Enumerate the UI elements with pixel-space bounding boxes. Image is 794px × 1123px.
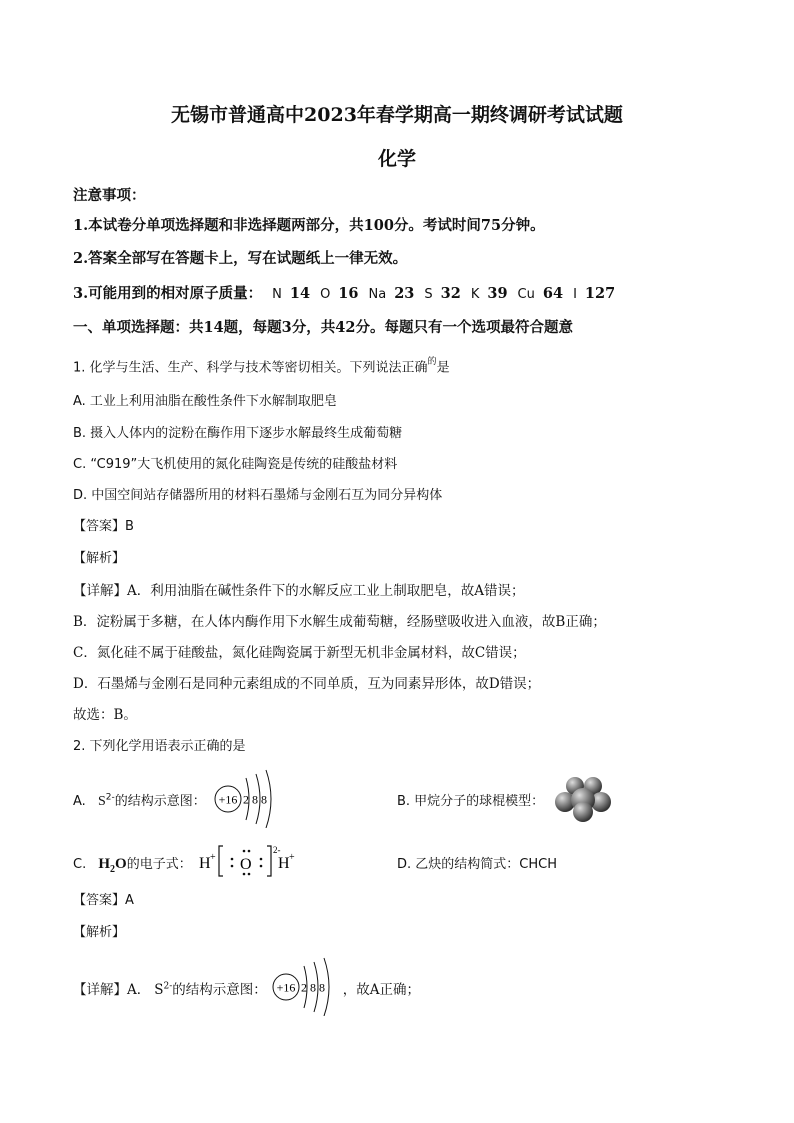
left-bracket [219,846,223,876]
nucleus-label: +16 [276,980,296,995]
water-formula-o: O [115,856,127,872]
q1-stem-text: 1. 化学与生活、生产、科学与技术等密切相关。下列说法正确 [73,360,428,376]
q2-answer: 【答案】A [73,893,134,908]
ion-h-right-charge: + [289,852,295,863]
q1-stem [73,356,450,375]
sulfide-ion-structure-diagram [212,766,292,828]
q2-detail-charge: 2- [163,981,173,992]
q1-analysis: 【解析】 [73,551,126,566]
q2-option-c [73,853,192,875]
electron-dot [231,865,234,868]
water-formula [98,856,127,875]
q1-option-a: A. 工业上利用油脂在酸性条件下水解制取肥皂 [73,394,337,409]
atomic-mass-value: 127 [584,285,616,302]
q1-stem-de: 的 [427,357,437,367]
shell-electron-counts: 2 8 8 [301,980,325,995]
atomic-mass-value: 23 [394,285,415,302]
water-formula-h: H [98,856,111,872]
electron-dot [260,865,263,868]
section-heading: 一、单项选择题：共14题，每题3分，共42分。每题只有一个选项最符合题意 [73,319,573,336]
q1-option-d: D. 中国空间站存储器所用的材料石墨烯与金刚石互为同分异构体 [73,488,443,503]
q2-option-a-text: 的结构示意图： [114,794,206,809]
q2-detail-ion: S [154,982,164,998]
q2-detail-text: 的结构示意图： [172,982,267,998]
q2-option-a-charge: 2- [105,792,115,803]
element-symbol: K [470,287,480,302]
ion-h-left-charge: + [210,852,216,863]
electron-dot [260,858,263,861]
q1-detail-4: D．石墨烯与金刚石是同种元素组成的不同单质，互为同素异形体，故D错误； [73,676,541,692]
q1-option-c: C. “C919”大飞机使用的氮化硅陶瓷是传统的硅酸盐材料 [73,457,398,472]
q1-stem-end: 是 [436,360,450,376]
shell-electron-counts: 2 8 8 [243,792,267,807]
q1-answer: 【答案】B [73,519,134,534]
q2-detail [73,978,420,998]
ion-h-right: H [278,855,290,872]
electron-dot [243,873,246,876]
element-symbol: Cu [517,287,535,302]
element-symbol: N [272,287,282,302]
q2-option-c-prefix: C. [73,857,87,872]
atomic-mass-value: 14 [289,285,311,302]
q2-option-a-ion: S [97,794,106,809]
ion-o-charge: 2- [273,845,281,855]
ion-h-left: H [199,855,211,872]
q1-detail-2: B．淀粉属于多糖，在人体内酶作用下水解生成葡萄糖，经肠壁吸收进入血液，故B正确； [73,614,606,630]
q2-stem: 2. 下列化学用语表示正确的是 [73,739,246,754]
notes-heading: 注意事项： [73,187,146,204]
q1-detail-3: C．氮化硅不属于硅酸盐，氮化硅陶瓷属于新型无机非金属材料，故C错误； [73,645,526,661]
q2-option-c-text: 的电子式： [126,857,192,872]
ion-o: O [240,856,252,873]
atomic-masses-line [73,282,615,303]
atomic-mass-value: 39 [487,285,508,302]
q2-option-d: D. 乙炔的结构简式：CHCH [397,857,557,872]
note-item-2: 2.答案全部写在答题卡上，写在试题纸上一律无效。 [73,250,408,267]
sulfide-ion-structure-diagram-detail [270,954,350,1016]
exam-title: 无锡市普通高中2023年春学期高一期终调研考试试题 [171,104,623,126]
q1-option-b: B. 摄入人体内的淀粉在酶作用下逐步水解最终生成葡萄糖 [73,426,403,441]
q1-detail-1: 【详解】A．利用油脂在碱性条件下的水解反应工业上制取肥皂，故A错误； [73,583,525,599]
right-bracket [267,846,271,876]
q2-option-a-prefix: A. [73,794,86,809]
methane-ball-stick-model [553,772,615,824]
atomic-mass-value: 32 [440,285,461,302]
element-symbol: S [424,287,433,302]
q2-detail-prefix: 【详解】A． [73,982,151,998]
note-item-1: 1.本试卷分单项选择题和非选择题两部分，共100分。考试时间75分钟。 [73,217,545,234]
atomic-masses-list [262,285,615,302]
atomic-mass-value: 16 [338,285,359,302]
q2-option-a [73,790,206,810]
atomic-masses-label: 3.可能用到的相对原子质量： [73,285,263,302]
hydrogen-ball [573,802,593,822]
electron-dot [231,858,234,861]
q2-detail-end: ，故A正确； [342,982,421,998]
q2-option-b: B. 甲烷分子的球棍模型： [397,794,545,809]
atomic-mass-value: 64 [542,285,564,302]
electron-dot [248,850,251,853]
element-symbol: O [320,287,331,302]
q2-analysis: 【解析】 [73,925,126,940]
element-symbol: Na [368,287,387,302]
q1-detail-5: 故选：B。 [73,707,137,723]
water-electron-dot-formula [196,840,306,880]
nucleus-label: +16 [218,792,238,807]
electron-dot [248,873,251,876]
subject-title: 化学 [377,148,416,170]
electron-dot [243,850,246,853]
element-symbol: I [573,287,577,302]
water-formula-sub: 2 [110,864,116,875]
